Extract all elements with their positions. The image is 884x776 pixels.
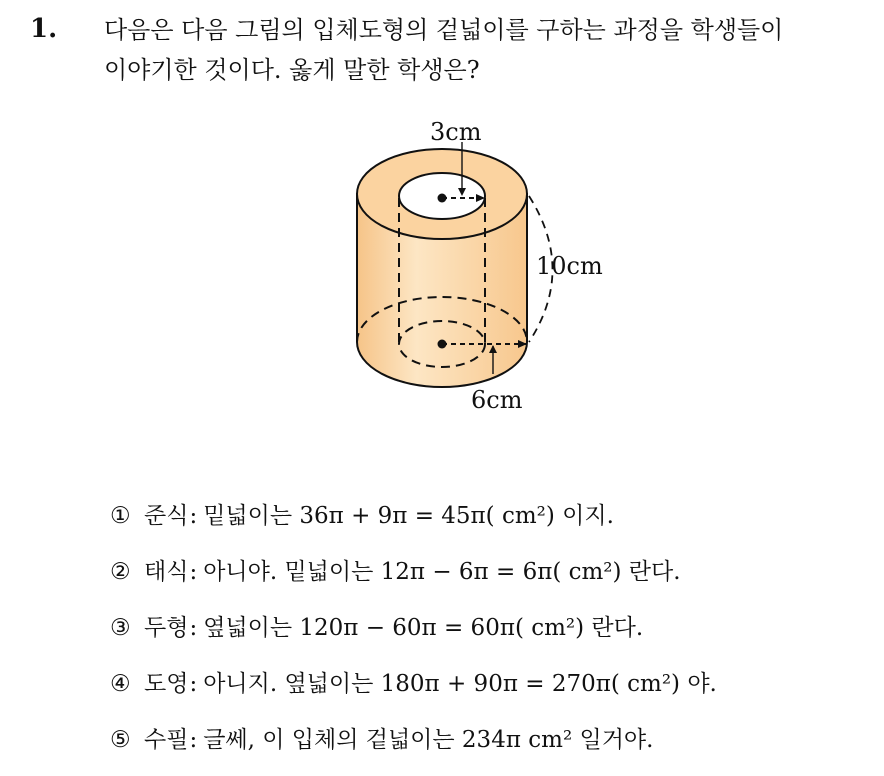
choice-statement: 아니야. 밑넓이는 12π − 6π = 6π( cm²) 란다.	[203, 559, 681, 585]
question-line-1: 다음은 다음 그림의 입체도형의 겉넓이를 구하는 과정을 학생들이	[104, 16, 784, 44]
choice-statement: 글쎄, 이 입체의 겉넓이는 234π cm² 일거야.	[203, 727, 654, 753]
answer-choices	[110, 496, 880, 776]
student-name: 준식	[144, 503, 189, 529]
label-outer-radius: 6cm	[471, 386, 523, 414]
choice-number: ①	[110, 503, 131, 529]
choice-colon: :	[189, 727, 198, 753]
choice-number: ②	[110, 559, 131, 585]
student-name: 수필	[144, 727, 189, 753]
hollow-cylinder-figure	[330, 108, 640, 418]
choice-number: ⑤	[110, 727, 131, 753]
choice-colon: :	[189, 503, 198, 529]
choice-number: ④	[110, 671, 131, 697]
choice-3[interactable]	[110, 608, 880, 664]
choice-4[interactable]	[110, 664, 880, 720]
choice-number: ③	[110, 615, 131, 641]
choice-colon: :	[189, 615, 198, 641]
label-inner-radius: 3cm	[430, 118, 482, 146]
student-name: 두형	[144, 615, 189, 641]
choice-2[interactable]	[110, 552, 880, 608]
choice-statement: 아니지. 옆넓이는 180π + 90π = 270π( cm²) 야.	[203, 671, 717, 697]
label-height: 10cm	[536, 252, 603, 280]
choice-colon: :	[189, 559, 198, 585]
student-name: 도영	[144, 671, 189, 697]
choice-statement: 옆넓이는 120π − 60π = 60π( cm²) 란다.	[203, 615, 644, 641]
question-text	[104, 10, 874, 90]
question-line-2: 이야기한 것이다. 옳게 말한 학생은?	[104, 56, 480, 84]
question-number: 1.	[30, 14, 58, 44]
choice-1[interactable]	[110, 496, 880, 552]
student-name: 태식	[144, 559, 189, 585]
choice-statement: 밑넓이는 36π + 9π = 45π( cm²) 이지.	[203, 503, 614, 529]
choice-colon: :	[189, 671, 198, 697]
choice-5[interactable]	[110, 720, 880, 776]
